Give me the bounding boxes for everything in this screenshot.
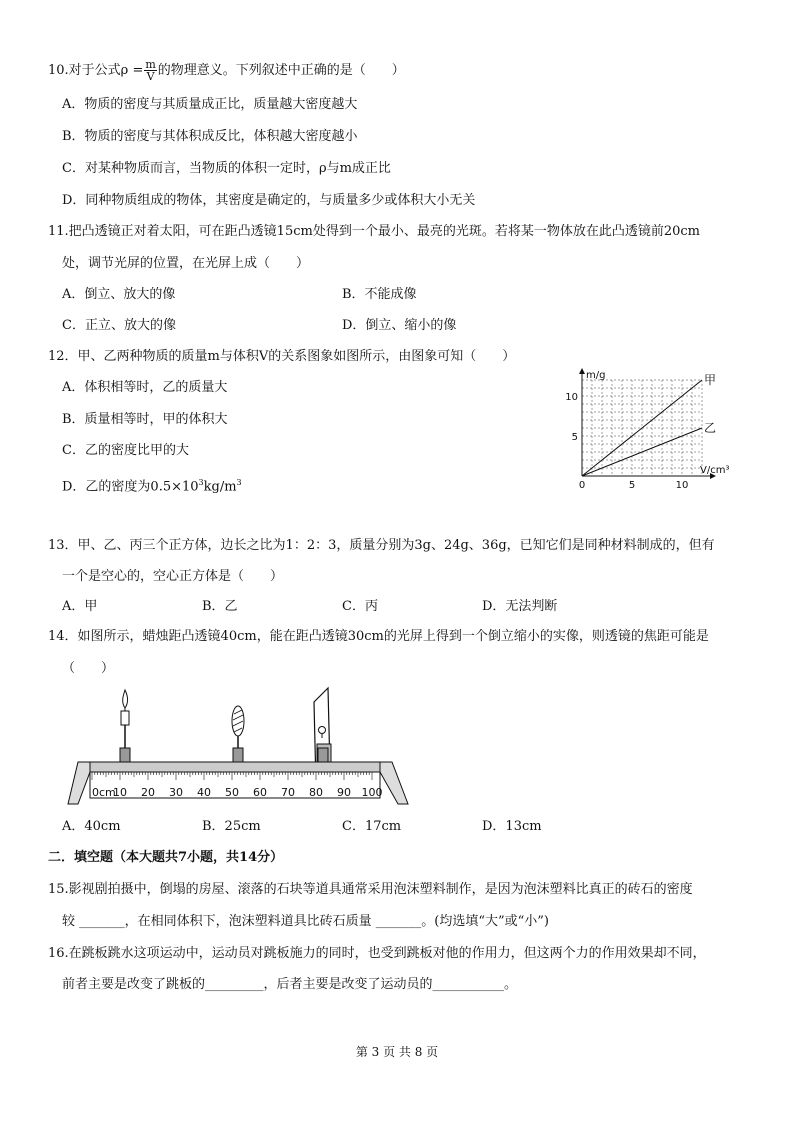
section-title: 二．填空题（本大题共7小题，共14分） — [48, 850, 284, 865]
q14-option-c: C．17cm — [342, 819, 402, 834]
ruler-label: 20 — [141, 786, 155, 799]
candle — [121, 690, 129, 748]
ruler-label: 40 — [197, 786, 211, 799]
q15-stem-line1: 15.影视剧拍摄中，倒塌的房屋、滚落的石块等道具通常采用泡沫塑料制作，是因为泡沫塑料比真正的砖石的密度 — [48, 882, 693, 897]
q10-option-c: C．对某种物质而言，当物质的体积一定时，ρ与m成正比 — [62, 161, 391, 176]
q12-option-b: B．质量相等时，甲的体积大 — [62, 412, 228, 427]
q16-stem-line1: 16.在跳板跳水这项运动中，运动员对跳板施力的同时，也受到跳板对他的作用力，但这两个力的作用效果却不同， — [48, 946, 706, 961]
mass-volume-chart — [560, 362, 750, 492]
x-tick-label: 5 — [628, 480, 636, 491]
density-fraction: $\frac{m}{V}$ — [145, 58, 156, 83]
ruler-label: 70 — [281, 786, 295, 799]
q10-option-d: D．同种物质组成的物体，其密度是确定的，与质量多少或体积大小无关 — [62, 193, 476, 208]
ruler-label: 50 — [225, 786, 239, 799]
ruler-label: 10 — [113, 786, 127, 799]
page-footer: 第 3 页 共 8 页 — [355, 1045, 439, 1059]
q11-option-c: C．正立、放大的像 — [62, 318, 176, 333]
q13-stem-line1: 13．甲、乙、丙三个正方体，边长之比为1：2：3，质量分别为3g、24g、36g，已知它们是同种材料制成的，但有 — [48, 538, 715, 553]
q14-stem-line2: （ ） — [62, 661, 115, 676]
q12-option-d: D．乙的密度为$0.5\times 10^3kg/m^3$ — [62, 478, 242, 495]
x-tick-label: 0 — [578, 480, 586, 491]
q13-option-d: D．无法判断 — [482, 599, 558, 614]
q11-option-b: B．不能成像 — [342, 287, 417, 302]
q10-option-b: B．物质的密度与其体积成反比，体积越大密度越小 — [62, 129, 358, 144]
q14-stem-line1: 14．如图所示，蜡烛距凸透镜40cm，能在距凸透镜30cm的光屏上得到一个倒立缩小的实像，则透镜的焦距可能是 — [48, 629, 709, 644]
y-axis-label: m/g — [586, 370, 606, 381]
q12-option-c: C．乙的密度比甲的大 — [62, 443, 189, 458]
ruler-label: 90 — [337, 786, 351, 799]
y-tick-label: 5 — [571, 432, 578, 443]
ruler-unit-label: 0cm — [92, 786, 116, 799]
series-label: 甲 — [704, 373, 717, 387]
q13-option-a: A．甲 — [62, 599, 98, 614]
optical-bench-figure — [62, 686, 412, 810]
q12-stem: 12．甲、乙两种物质的质量m与体积V的关系图象如图所示，由图象可知（ ） — [48, 349, 516, 364]
q11-stem-line2: 处，调节光屏的位置，在光屏上成（ ） — [62, 256, 310, 271]
q10-stem: 10.对于公式ρ = $\frac{m}{V}$ 的物理意义。下列叙述中正确的是（ ） — [48, 58, 405, 83]
x-axis-label: V/cm³ — [700, 465, 730, 476]
q16-stem-line2: 前者主要是改变了跳板的_________，后者主要是改变了运动员的___________。 — [62, 977, 518, 992]
convex-lens — [232, 706, 244, 748]
q14-option-b: B．25cm — [202, 819, 261, 834]
ruler-label: 100 — [361, 786, 383, 799]
ruler-label: 60 — [253, 786, 267, 799]
ruler-label: 80 — [309, 786, 323, 799]
q10-option-a: A．物质的密度与其质量成正比，质量越大密度越大 — [62, 97, 358, 112]
q11-stem-line1: 11.把凸透镜正对着太阳，可在距凸透镜15cm处得到一个最小、最亮的光斑。若将某一物体放在此凸透镜前20cm — [48, 224, 700, 239]
series-label: 乙 — [704, 421, 717, 435]
y-axis-arrow — [579, 368, 585, 374]
y-tick-label: 10 — [565, 392, 578, 403]
bench-rail — [80, 762, 390, 772]
q13-stem-line2: 一个是空心的，空心正方体是（ ） — [62, 569, 284, 584]
q11-option-a: A．倒立、放大的像 — [62, 287, 176, 302]
q13-option-c: C．丙 — [342, 599, 378, 614]
q13-option-b: B．乙 — [202, 599, 238, 614]
ruler-label: 30 — [169, 786, 183, 799]
q11-option-d: D．倒立、缩小的像 — [342, 318, 457, 333]
q12-option-a: A．体积相等时，乙的质量大 — [62, 380, 228, 395]
q15-stem-line2: 较 _______，在相同体积下，泡沫塑料道具比砖石质量 _______。(均选填“大”或“小”) — [62, 914, 549, 929]
q14-option-a: A．40cm — [62, 819, 121, 834]
q14-option-d: D．13cm — [482, 819, 542, 834]
x-tick-label: 10 — [675, 480, 689, 491]
